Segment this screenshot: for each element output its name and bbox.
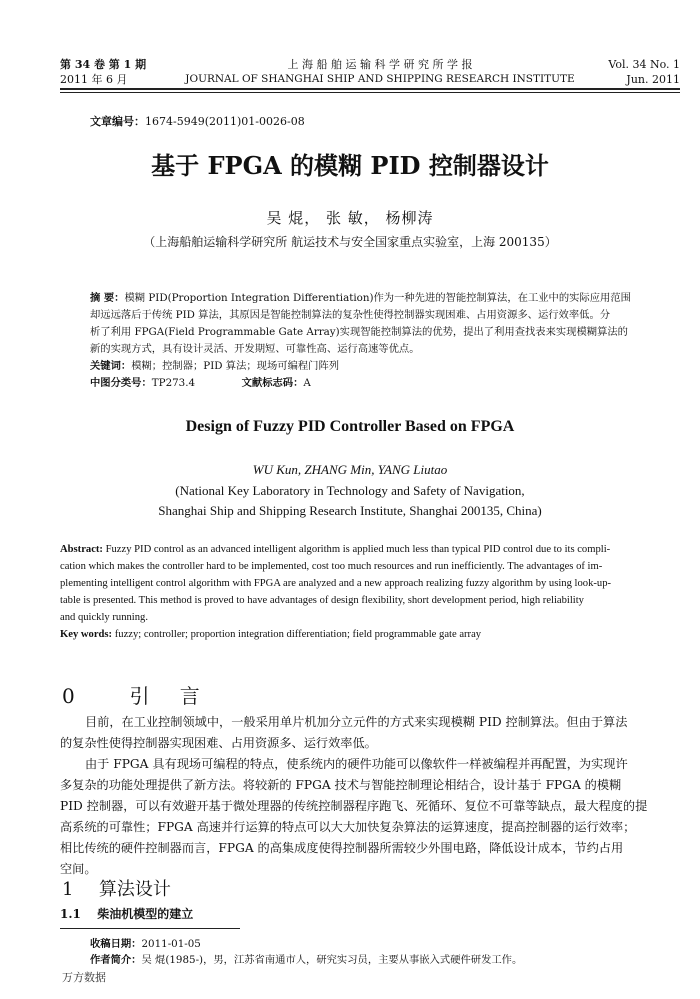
- date-en: Jun. 2011: [626, 73, 680, 86]
- abstract-en-label: Abstract:: [60, 544, 103, 555]
- classification-value: TP273.4: [151, 377, 196, 389]
- section-0-p1-line1: 目前，在工业控制领域中，一般采用单片机加分立元件的方式来实现模糊 PID 控制算法。但由于算法: [85, 715, 628, 729]
- section-1-title: 算法设计: [98, 879, 171, 900]
- abstract-en-line3: plementing intelligent control algorithm with FPGA are analyzed and a new approach realizing fuzzy algorithm by using look-up-: [60, 578, 612, 589]
- abstract-cn-line2: 却远远落后于传统 PID 算法，其原因是智能控制算法的复杂性使得控制器实现困难、占用资源多、运行效率低。分: [90, 309, 611, 321]
- authors-en: WU Kun, ZHANG Min, YANG Liutao: [252, 462, 448, 477]
- section-0-heading: [62, 680, 212, 709]
- abstract-cn-line1: 模糊 PID(Proportion Integration Differentiation)作为一种先进的智能控制算法，在工业中的实际应用范围: [124, 292, 631, 304]
- abstract-en-line5: and quickly running.: [60, 612, 148, 623]
- subsection-1-1-heading: [60, 905, 193, 922]
- keywords-en-label: Key words:: [60, 629, 113, 640]
- section-0-body: [60, 712, 680, 880]
- abstract-en-line2: cation which makes the controller hard to be implemented, cost too much resources and run inefficiently. The advantages of im-: [60, 561, 603, 572]
- abstract-en: [60, 541, 680, 643]
- header-rule-thick: [60, 88, 680, 90]
- date-cn: 2011 年 6 月: [60, 73, 128, 86]
- received-label: 收稿日期：: [90, 938, 142, 950]
- watermark: 万方数据: [62, 971, 106, 984]
- section-0-p2-line6: 空间。: [60, 862, 97, 876]
- volume-issue-cn: 第 34 卷 第 1 期: [60, 58, 147, 71]
- footnote-author-bio: [90, 951, 522, 966]
- abstract-en-line1: Fuzzy PID control as an advanced intelligent algorithm is applied much less than typical PID control due to its compli-: [105, 544, 611, 555]
- section-0-number: 0: [62, 684, 87, 708]
- classification-label: 中图分类号：: [90, 377, 152, 389]
- abstract-cn: [90, 290, 650, 392]
- title-en: Design of Fuzzy PID Controller Based on FPGA: [185, 418, 515, 435]
- author-bio-value: 吴 焜(1985-)，男，江苏省南通市人，研究实习员，主要从事嵌入式硬件研发工作。: [141, 954, 523, 966]
- article-number-label: 文章编号：: [90, 115, 145, 128]
- journal-title-cn: 上 海 船 舶 运 输 科 学 研 究 所 学 报: [287, 58, 473, 71]
- keywords-cn-value: 模糊；控制器；PID 算法；现场可编程门阵列: [131, 360, 340, 372]
- section-0-p2-line5: 相比传统的硬件控制器而言，FPGA 的高集成度使得控制器所需较少外围电路，降低设计成本，节约占用: [60, 841, 624, 855]
- footnote-rule: [60, 928, 240, 929]
- affiliation-cn: （上海船舶运输科学研究所 航运技术与安全国家重点实验室，上海 200135）: [143, 235, 557, 249]
- section-1-heading: [62, 875, 171, 901]
- doc-code-label: 文献标志码：: [241, 377, 304, 389]
- affiliation-en-line1: (National Key Laboratory in Technology and Safety of Navigation,: [175, 483, 525, 498]
- section-1-number: 1: [62, 879, 74, 900]
- section-0-p2-line4: 高系统的可靠性；FPGA 高速并行运算的特点可以大大加快复杂算法的运算速度，提高控制器的运行效率；: [60, 820, 636, 834]
- article-number: [90, 113, 305, 129]
- affiliation-en-line2: Shanghai Ship and Shipping Research Institute, Shanghai 200135, China): [158, 503, 542, 518]
- author-bio-label: 作者简介：: [90, 954, 142, 966]
- section-0-p2-line1: 由于 FPGA 具有现场可编程的特点，使系统内的硬件功能可以像软件一样被编程并再配置，为实现许: [85, 757, 628, 771]
- section-0-p2-line3: PID 控制器，可以有效避开基于微处理器的传统控制器程序跑飞、死循环、复位不可靠等缺点，最大程度的提: [60, 799, 648, 813]
- header-rule-thin: [60, 92, 680, 93]
- abstract-cn-label: 摘 要：: [90, 292, 125, 304]
- abstract-cn-line3: 析了利用 FPGA(Field Programmable Gate Array)实现智能控制算法的优势，提出了利用查找表来实现模糊算法的: [90, 326, 628, 338]
- keywords-cn-label: 关键词：: [90, 360, 132, 372]
- section-0-p1-line2: 的复杂性使得控制器实现困难、占用资源多、运行效率低。: [60, 736, 377, 750]
- section-0-title: 引 言: [129, 684, 212, 708]
- keywords-en-value: fuzzy; controller; proportion integration differentiation; field programmable gate array: [114, 629, 482, 640]
- subsection-1-1-title: 柴油机模型的建立: [97, 907, 194, 921]
- title-cn: 基于 FPGA 的模糊 PID 控制器设计: [151, 151, 549, 180]
- received-value: 2011-01-05: [141, 938, 201, 950]
- journal-title-en: JOURNAL OF SHANGHAI SHIP AND SHIPPING RESEARCH INSTITUTE: [185, 73, 575, 85]
- abstract-cn-line4: 新的实现方式，具有设计灵活、开发期短、可靠性高、运行高速等优点。: [90, 343, 420, 355]
- volume-issue-en: Vol. 34 No. 1: [608, 58, 680, 71]
- section-0-p2-line2: 多复杂的功能处理提供了新方法。将较新的 FPGA 技术与智能控制理论相结合，设计基于 FPGA 的模糊: [60, 778, 622, 792]
- article-number-value: 1674-5949(2011)01-0026-08: [145, 115, 305, 128]
- subsection-1-1-number: 1.1: [60, 907, 81, 921]
- abstract-en-line4: table is presented. This method is proved to have advantages of design flexibility, short development period, high reliability: [60, 595, 584, 606]
- doc-code-value: A: [303, 377, 311, 389]
- footnote-received: [90, 935, 201, 950]
- authors-cn: 吴 焜， 张 敏， 杨柳涛: [266, 209, 434, 227]
